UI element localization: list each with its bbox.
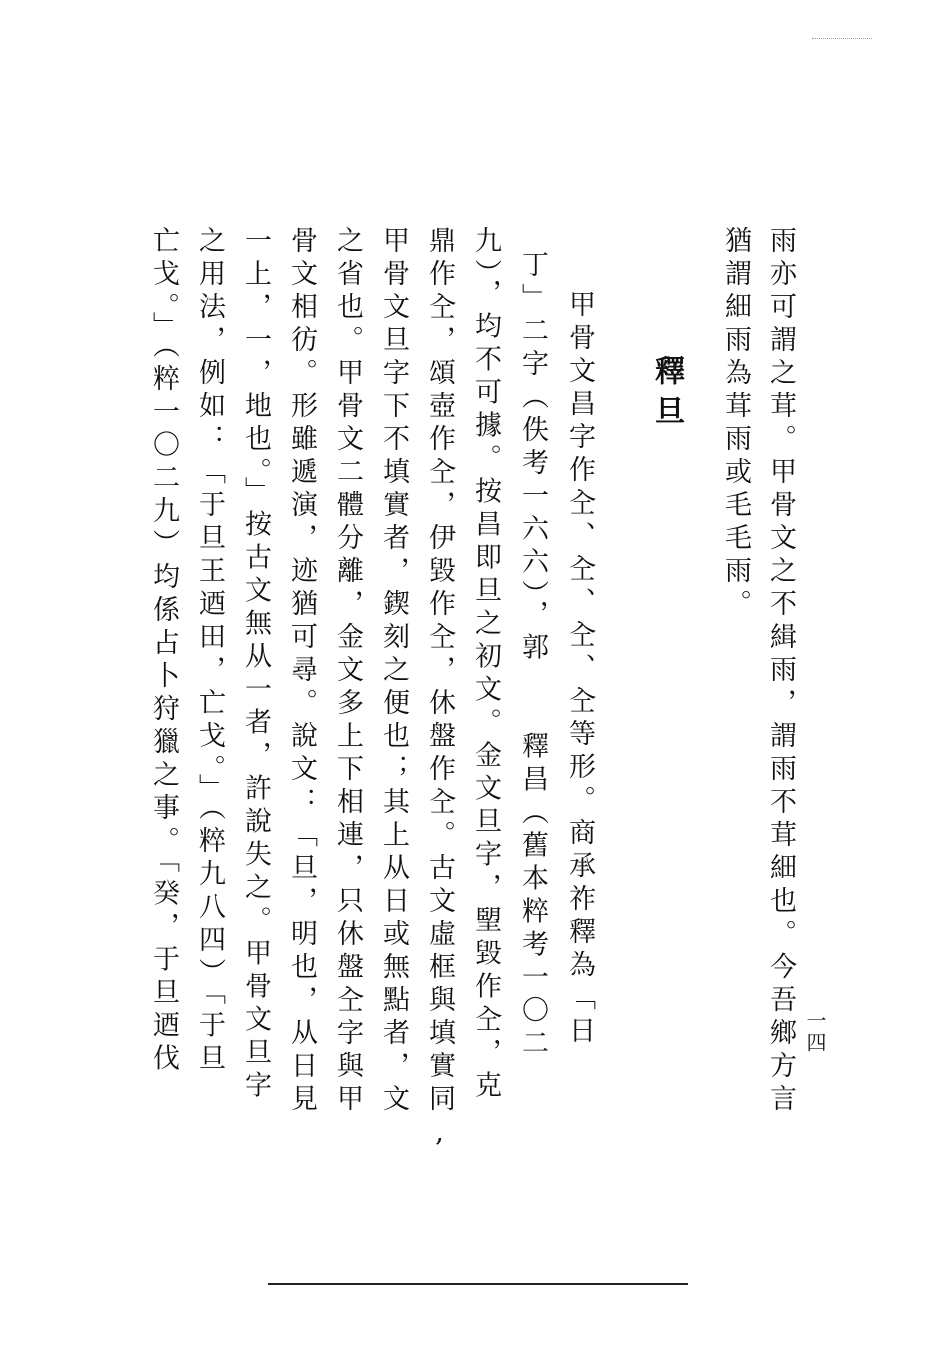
text-column-body-5: 甲骨文旦字下不填實者，鍥刻之便也；其上从日或無點者，文 <box>378 226 409 1117</box>
section-heading: 釋旦 <box>649 355 684 435</box>
bottom-divider <box>268 1283 688 1285</box>
text-column-body-1: 甲骨文昌字作㒰、㒰、㒰、㒰等形。商承祚釋為「日 <box>564 290 595 1049</box>
scan-speckle <box>812 38 872 39</box>
page-number: 一四 <box>803 1010 827 1054</box>
text-column-body-6: 之省也。甲骨文二體分離，金文多上下相連，只休盤㒰字與甲 <box>332 226 363 1117</box>
text-column-body-8: 一上，一，地也。」按古文無从一者，許說失之。甲骨文旦字 <box>240 226 271 1104</box>
text-column-body-10: 亡戈。」（粹一〇二九）均係占卜狩獵之事。「癸，于旦迺伐 <box>148 226 179 1077</box>
text-column-body-7: 骨文相彷。形雖遞演，迹猶可尋。說文：「旦，明也，从日見 <box>286 226 317 1117</box>
text-column-body-2: 丁」二字（佚考一六六），郭 釋昌（舊本粹考一〇二 <box>517 250 548 1062</box>
text-column-top-1: 雨亦可謂之茸。甲骨文之不緝雨，謂雨不茸細也。今吾鄉方言 <box>765 226 796 1117</box>
text-column-body-3: 九），均不可據。按昌即旦之初文。金文旦字，朢毀作㒰，克 <box>470 226 501 1104</box>
text-column-body-4: 鼎作㒰，頌壺作㒰，伊毀作㒰，休盤作㒰。古文虛框與填實同, <box>424 226 455 1154</box>
text-column-top-2: 猶謂細雨為茸雨或毛毛雨。 <box>720 226 751 622</box>
text-column-body-9: 之用法，例如：「于旦王迺田，亡戈。」（粹九八四）「于旦 <box>194 226 225 1077</box>
